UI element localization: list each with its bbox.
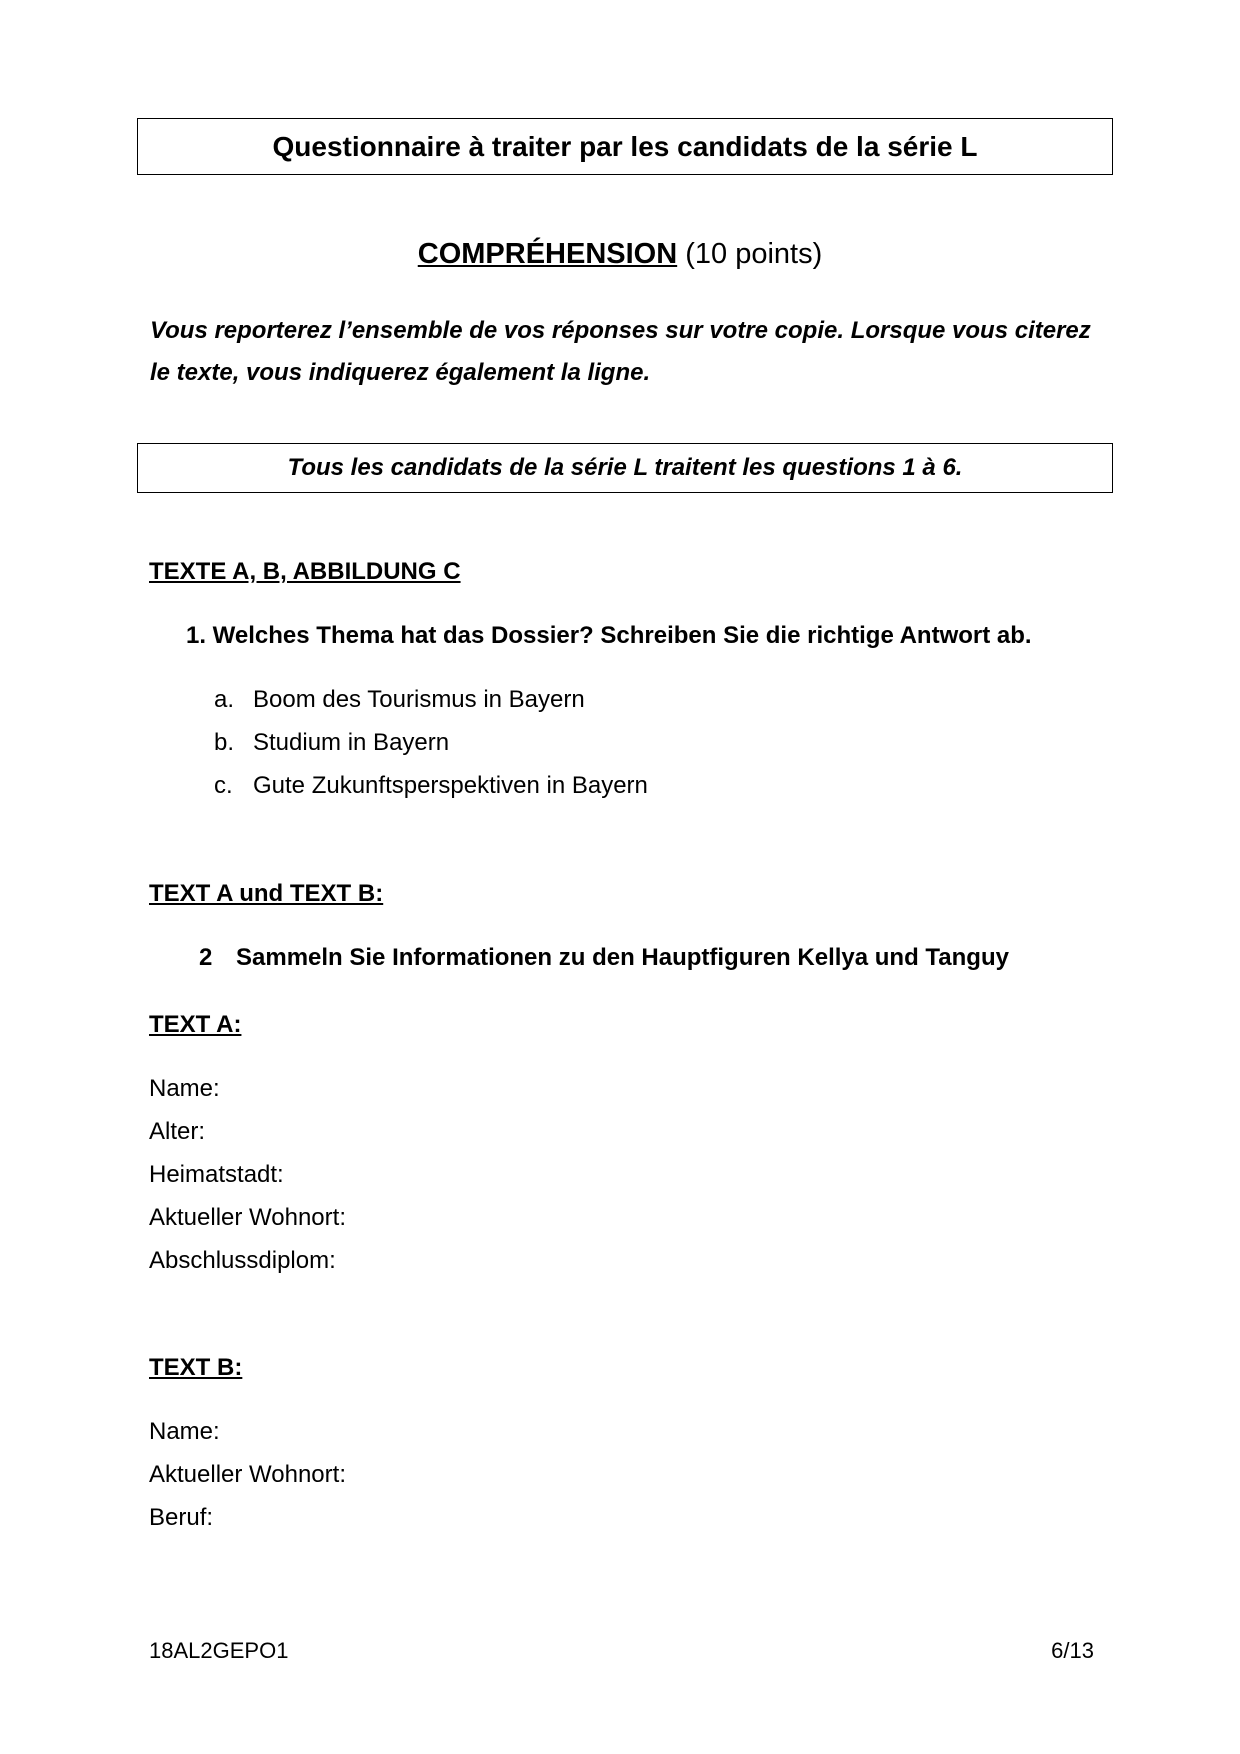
option-text: Gute Zukunftsperspektiven in Bayern	[253, 772, 648, 799]
part2-heading: TEXT A und TEXT B:	[149, 880, 384, 907]
page-title: Questionnaire à traiter par les candidats de la série L	[272, 130, 978, 162]
text-b-heading: TEXT B:	[149, 1354, 243, 1381]
option-b	[214, 729, 449, 757]
text-a-field: Abschlussdiplom:	[149, 1247, 336, 1274]
text-b-field: Aktueller Wohnort:	[149, 1461, 346, 1488]
title-box	[137, 118, 1113, 175]
page-number: 6/13	[1051, 1638, 1094, 1663]
option-text: Studium in Bayern	[253, 729, 450, 756]
question-2: Sammeln Sie Informationen zu den Hauptfiguren Kellya und Tanguy	[236, 944, 1009, 971]
option-a	[214, 686, 585, 714]
notice-box	[137, 443, 1113, 493]
question-1: 1. Welches Thema hat das Dossier? Schreiben Sie die richtige Antwort ab.	[186, 622, 1032, 649]
option-letter: a.	[214, 686, 235, 713]
section-heading	[0, 238, 1240, 271]
section-title: COMPRÉHENSION	[417, 238, 678, 270]
option-letter: c.	[214, 772, 233, 799]
option-text: Boom des Tourismus in Bayern	[253, 686, 585, 713]
text-a-field: Heimatstadt:	[149, 1161, 284, 1188]
text-a-field: Name:	[149, 1075, 220, 1102]
option-c	[214, 772, 648, 800]
text-b-field: Name:	[149, 1418, 220, 1445]
footer-code: 18AL2GEPO1	[149, 1638, 289, 1663]
question-2-number: 2	[199, 944, 213, 971]
text-a-field: Alter:	[149, 1118, 206, 1145]
part1-heading: TEXTE A, B, ABBILDUNG C	[149, 558, 461, 585]
text-b-field: Beruf:	[149, 1504, 214, 1531]
option-letter: b.	[214, 729, 235, 756]
text-a-field: Aktueller Wohnort:	[149, 1204, 346, 1231]
section-points: (10 points)	[685, 238, 823, 270]
text-a-heading: TEXT A:	[149, 1011, 242, 1038]
notice-text: Tous les candidats de la série L traitent les questions 1 à 6.	[287, 454, 963, 481]
instructions-text: Vous reporterez l’ensemble de vos réponses sur votre copie. Lorsque vous citerez le texte, vous indiquerez également la ligne.	[150, 317, 1091, 386]
